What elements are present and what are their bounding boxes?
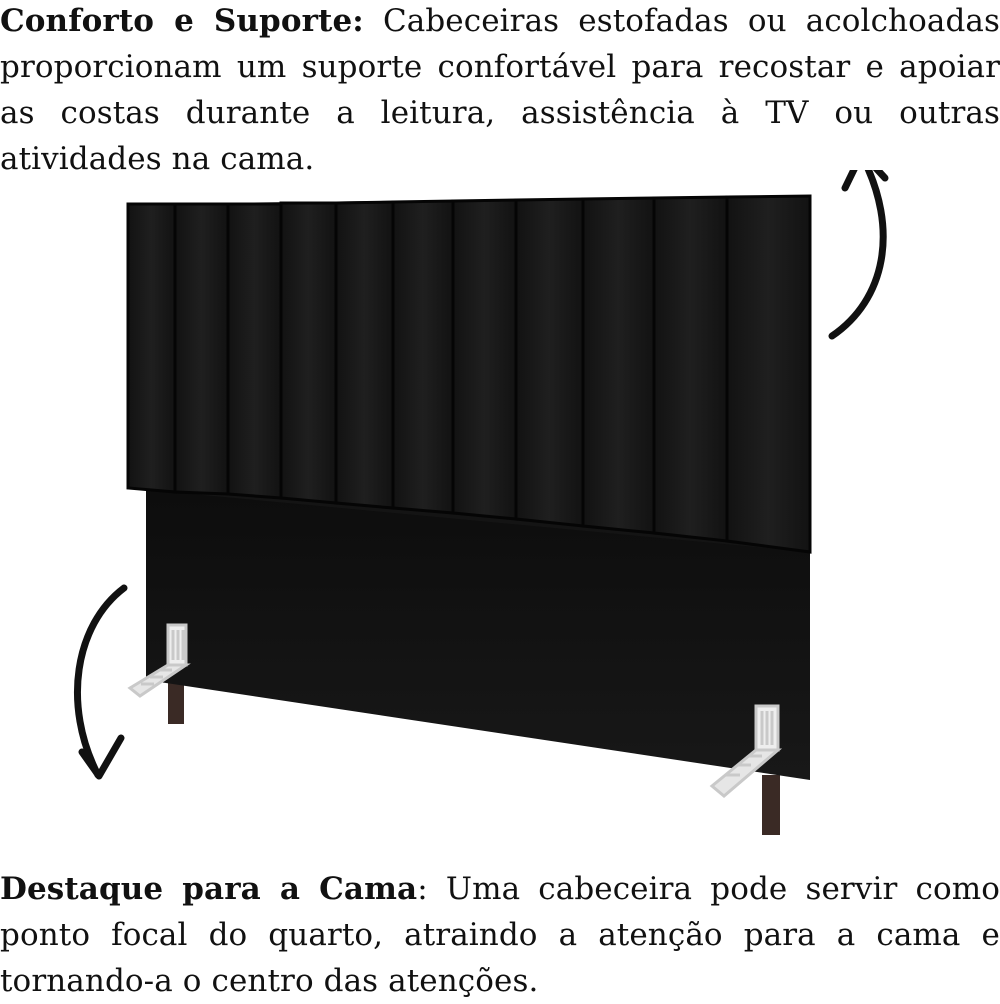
comfort-support-text: Cabeceiras estofadas ou acolchoadas proporcionam um suporte confortável para recostar e apoiar as costas durante a leitura, assistência à TV ou outras atividades na cama. (0, 3, 1000, 177)
curved-arrow-down-icon (77, 588, 124, 776)
comfort-support-heading: Conforto e Suporte: (0, 3, 364, 39)
bed-highlight-paragraph (0, 866, 1000, 1004)
curved-arrow-up-icon (832, 170, 885, 336)
headboard-illustration (0, 170, 1000, 850)
bed-highlight-heading: Destaque para a Cama (0, 871, 418, 907)
bed-highlight-text: : Uma cabeceira pode servir como ponto focal do quarto, atraindo a atenção para a cama e tornando-a o centro das atenções. (0, 871, 1000, 999)
comfort-support-paragraph (0, 0, 1000, 182)
headboard-leg-right (762, 775, 780, 835)
